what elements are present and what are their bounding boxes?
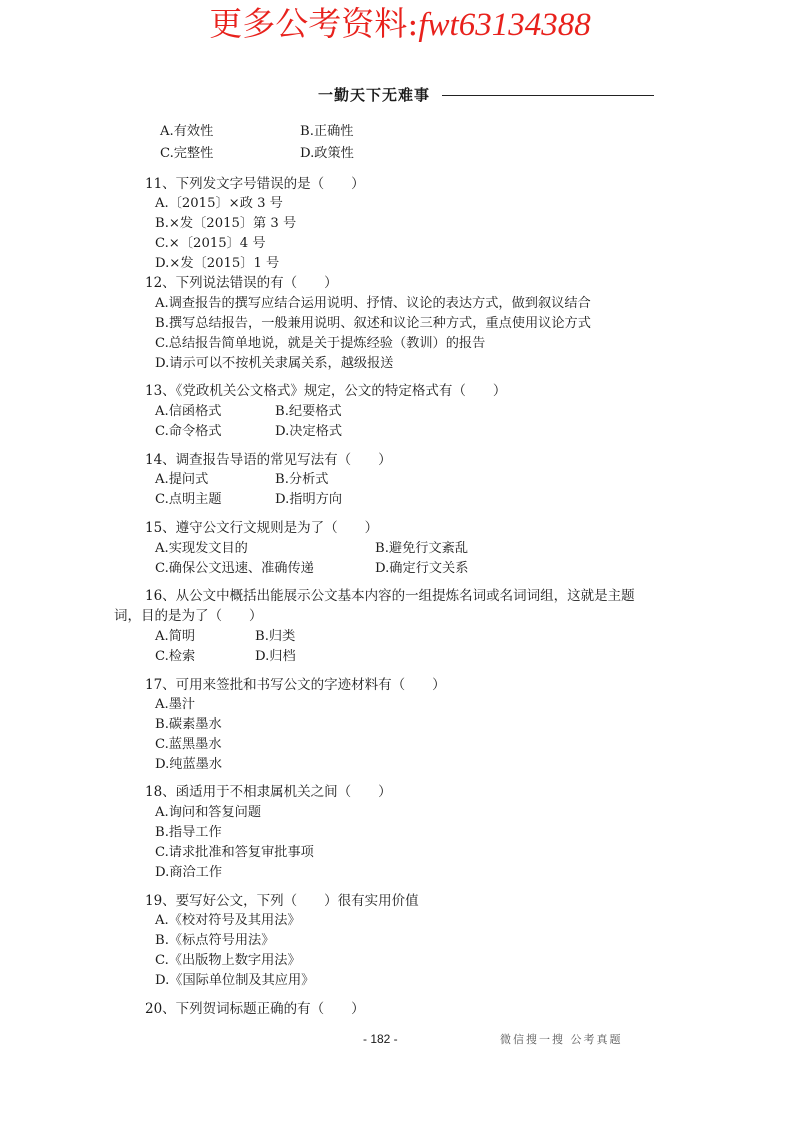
question-q19: 19、要写好公文，下列（ ）很有实用价值 (145, 893, 419, 909)
option-l9: A.调查报告的撰写应结合运用说明、抒情、议论的表达方式，做到叙议结合 (155, 296, 591, 311)
option-l40: D.《国际单位制及其应用》 (155, 973, 315, 988)
question-q14: 14、调查报告导语的常见写法有（ ） (145, 452, 392, 468)
banner-chinese: 更多公考资料: (209, 4, 419, 43)
option-l39: C.《出版物上数字用法》 (155, 953, 301, 968)
option-l1: A.有效性 (160, 124, 214, 139)
banner-latin: fwt63134388 (418, 7, 591, 43)
header-rule (442, 95, 654, 96)
question-q17: 17、可用来签批和书写公文的字迹材料有（ ） (145, 677, 446, 693)
option-l16: D.决定格式 (275, 424, 343, 439)
option-l5: A.〔2015〕×政 3 号 (155, 196, 283, 211)
option-l25: A.简明 (155, 629, 196, 644)
question-q16a: 16、从公文中概括出能展示公文基本内容的一组提炼名词或名词词组，这就是主题 (145, 588, 635, 604)
option-l8: D.×发〔2015〕1 号 (155, 256, 280, 271)
footer-faint-text: 微信搜一搜 公考真题 (500, 1033, 623, 1046)
option-l17: A.提问式 (155, 472, 209, 487)
option-l28: D.归档 (255, 649, 296, 664)
option-l10: B.撰写总结报告，一般兼用说明、叙述和议论三种方式，重点使用议论方式 (155, 316, 591, 331)
option-l18: B.分析式 (275, 472, 329, 487)
option-l29: A.墨汁 (155, 697, 196, 712)
question-q20: 20、下列贺词标题正确的有（ ） (145, 1001, 365, 1017)
option-l30: B.碳素墨水 (155, 717, 222, 732)
option-l38: B.《标点符号用法》 (155, 933, 275, 948)
option-l22: B.避免行文紊乱 (375, 541, 469, 556)
question-q11: 11、下列发文字号错误的是（ ） (145, 176, 365, 192)
option-l20: D.指明方向 (275, 492, 343, 507)
option-l27: C.检索 (155, 649, 196, 664)
option-l12: D.请示可以不按机关隶属关系，越级报送 (155, 356, 394, 371)
option-l26: B.归类 (255, 629, 296, 644)
page-header-title: 一勤天下无难事 (318, 86, 431, 104)
option-l31: C.蓝黑墨水 (155, 737, 222, 752)
option-l13: A.信函格式 (155, 404, 222, 419)
option-l6: B.×发〔2015〕第 3 号 (155, 216, 297, 231)
option-l2: B.正确性 (300, 124, 354, 139)
option-l35: C.请求批准和答复审批事项 (155, 845, 314, 860)
watermark-banner (0, 4, 800, 45)
question-q16b: 词，目的是为了（ ） (114, 608, 263, 624)
question-q12: 12、下列说法错误的有（ ） (145, 275, 338, 291)
option-l33: A.询问和答复问题 (155, 805, 262, 820)
option-l14: B.纪要格式 (275, 404, 342, 419)
question-q18: 18、函适用于不相隶属机关之间（ ） (145, 784, 392, 800)
option-l34: B.指导工作 (155, 825, 222, 840)
option-l7: C.×〔2015〕4 号 (155, 236, 266, 251)
option-l36: D.商洽工作 (155, 865, 223, 880)
option-l15: C.命令格式 (155, 424, 222, 439)
option-l37: A.《校对符号及其用法》 (155, 913, 301, 928)
page-number: - 182 - (363, 1032, 398, 1046)
option-l32: D.纯蓝墨水 (155, 757, 223, 772)
option-l24: D.确定行文关系 (375, 561, 469, 576)
option-l21: A.实现发文目的 (155, 541, 248, 556)
option-l23: C.确保公文迅速、准确传递 (155, 561, 314, 576)
option-l11: C.总结报告简单地说，就是关于提炼经验（教训）的报告 (155, 336, 486, 351)
option-l4: D.政策性 (300, 146, 354, 161)
option-l19: C.点明主题 (155, 492, 222, 507)
question-q13: 13、《党政机关公文格式》规定，公文的特定格式有（ ） (145, 383, 507, 399)
option-l3: C.完整性 (160, 146, 214, 161)
question-q15: 15、遵守公文行文规则是为了（ ） (145, 520, 379, 536)
